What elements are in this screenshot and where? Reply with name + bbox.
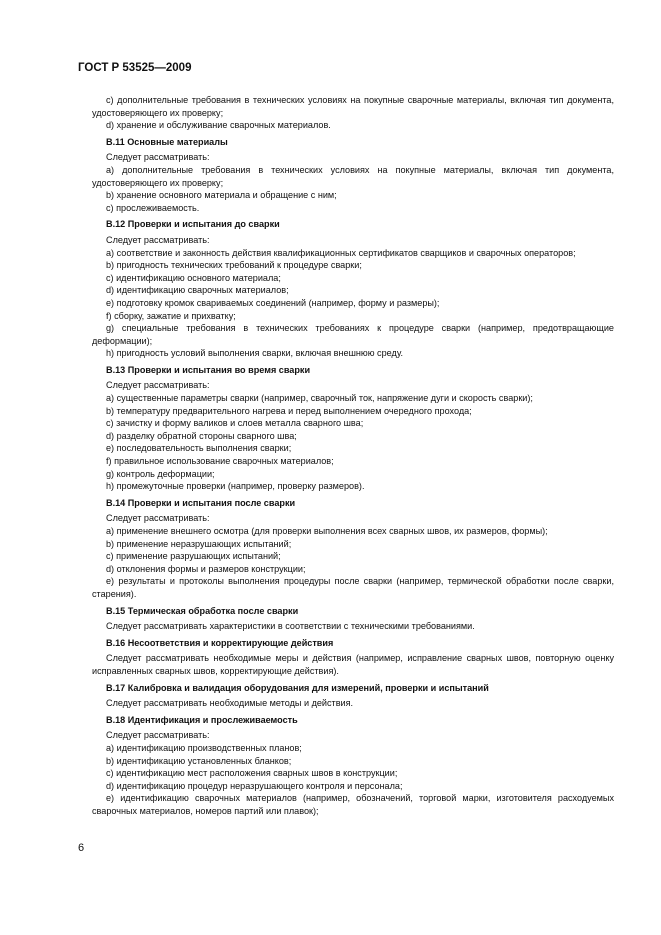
paragraph: c) идентификацию основного материала; (106, 272, 281, 283)
paragraph: d) идентификацию процедур неразрушающего контроля и персонала; (106, 780, 403, 791)
paragraph: c) зачистку и форму валиков и слоев металла сварного шва; (106, 418, 364, 429)
paragraph: b) применение неразрушающих испытаний; (106, 538, 292, 549)
paragraph: Следует рассматривать необходимые меры и действия (например, исправление сварных швов, повторную оценку исправленных сварных швов, корректирующие действия). (92, 653, 614, 676)
paragraph: Следует рассматривать: (106, 380, 210, 391)
section-heading: В.14 Проверки и испытания после сварки (106, 497, 296, 508)
section-heading: В.17 Калибровка и валидация оборудования для измерений, проверки и испытаний (106, 682, 489, 693)
paragraph: b) температуру предварительного нагрева и перед выполнением очередного прохода; (106, 405, 472, 416)
paragraph: e) последовательность выполнения сварки; (106, 443, 292, 454)
paragraph: d) отклонения формы и размеров конструкции; (106, 563, 306, 574)
paragraph: e) подготовку кромок свариваемых соединений (например, форму и размеры); (106, 297, 440, 308)
paragraph: Следует рассматривать: (106, 234, 210, 245)
paragraph: Следует рассматривать характеристики в соответствии с техническими требованиями. (106, 621, 475, 632)
paragraph: h) промежуточные проверки (например, проверку размеров). (106, 481, 365, 492)
section-heading: В.13 Проверки и испытания во время сварки (106, 364, 311, 375)
paragraph: b) хранение основного материала и обращение с ним; (106, 190, 337, 201)
paragraph: d) хранение и обслуживание сварочных материалов. (106, 120, 331, 131)
paragraph: f) правильное использование сварочных материалов; (106, 456, 334, 467)
paragraph: Следует рассматривать: (106, 730, 210, 741)
paragraph: a) дополнительные требования в технических условиях на покупные материалы, включая тип документа, удостоверяющего их проверку; (92, 164, 614, 188)
section-heading: В.12 Проверки и испытания до сварки (106, 219, 280, 230)
paragraph: g) специальные требования в технических требованиях к процедуре сварки (например, предотвращающие деформации); (92, 323, 614, 346)
paragraph: b) идентификацию установленных бланков; (106, 755, 292, 766)
paragraph: c) дополнительные требования в технических условиях на покупные сварочные материалы, включая тип документа, удостоверяющего их проверку; (92, 95, 614, 118)
paragraph: h) пригодность условий выполнения сварки, включая внешнюю среду. (106, 348, 403, 359)
section-heading: В.18 Идентификация и прослеживаемость (106, 714, 298, 725)
section-heading: В.15 Термическая обработка после сварки (106, 605, 299, 616)
paragraph: a) существенные параметры сварки (например, сварочный ток, напряжение дуги и скорость сварки); (106, 393, 533, 404)
page-number: 6 (78, 842, 85, 854)
paragraph: a) соответствие и законность действия квалификационных сертификатов сварщиков и сварочных операторов; (106, 247, 576, 258)
document-body (92, 94, 614, 817)
paragraph: d) разделку обратной стороны сварного шва; (106, 430, 297, 441)
paragraph: b) пригодность технических требований к процедуре сварки; (106, 260, 362, 271)
document-header: ГОСТ Р 53525—2009 (78, 62, 192, 74)
paragraph: Следует рассматривать необходимые методы и действия. (106, 698, 354, 709)
paragraph: e) идентификацию сварочных материалов (например, обозначений, торговой марки, изготовителя расходуемых сварочных материалов, номеров партий или плавок); (92, 793, 614, 816)
paragraph: c) идентификацию мест расположения сварных швов в конструкции; (106, 768, 398, 779)
paragraph: Следует рассматривать: (106, 152, 210, 163)
paragraph: c) прослеживаемость. (106, 202, 200, 213)
paragraph: g) контроль деформации; (106, 468, 215, 479)
section-heading: В.11 Основные материалы (106, 136, 228, 147)
paragraph: a) идентификацию производственных планов; (106, 742, 302, 753)
paragraph: d) идентификацию сварочных материалов; (106, 285, 289, 296)
paragraph: e) результаты и протоколы выполнения процедуры после сварки (например, термической обработки после сварки, старения). (92, 576, 614, 599)
paragraph: c) применение разрушающих испытаний; (106, 551, 281, 562)
paragraph: Следует рассматривать: (106, 513, 210, 524)
paragraph: f) сборку, зажатие и прихватку; (106, 310, 236, 321)
section-heading: В.16 Несоответствия и корректирующие действия (106, 637, 334, 648)
paragraph: a) применение внешнего осмотра (для проверки выполнения всех сварных швов, их размеров, формы); (106, 526, 548, 536)
